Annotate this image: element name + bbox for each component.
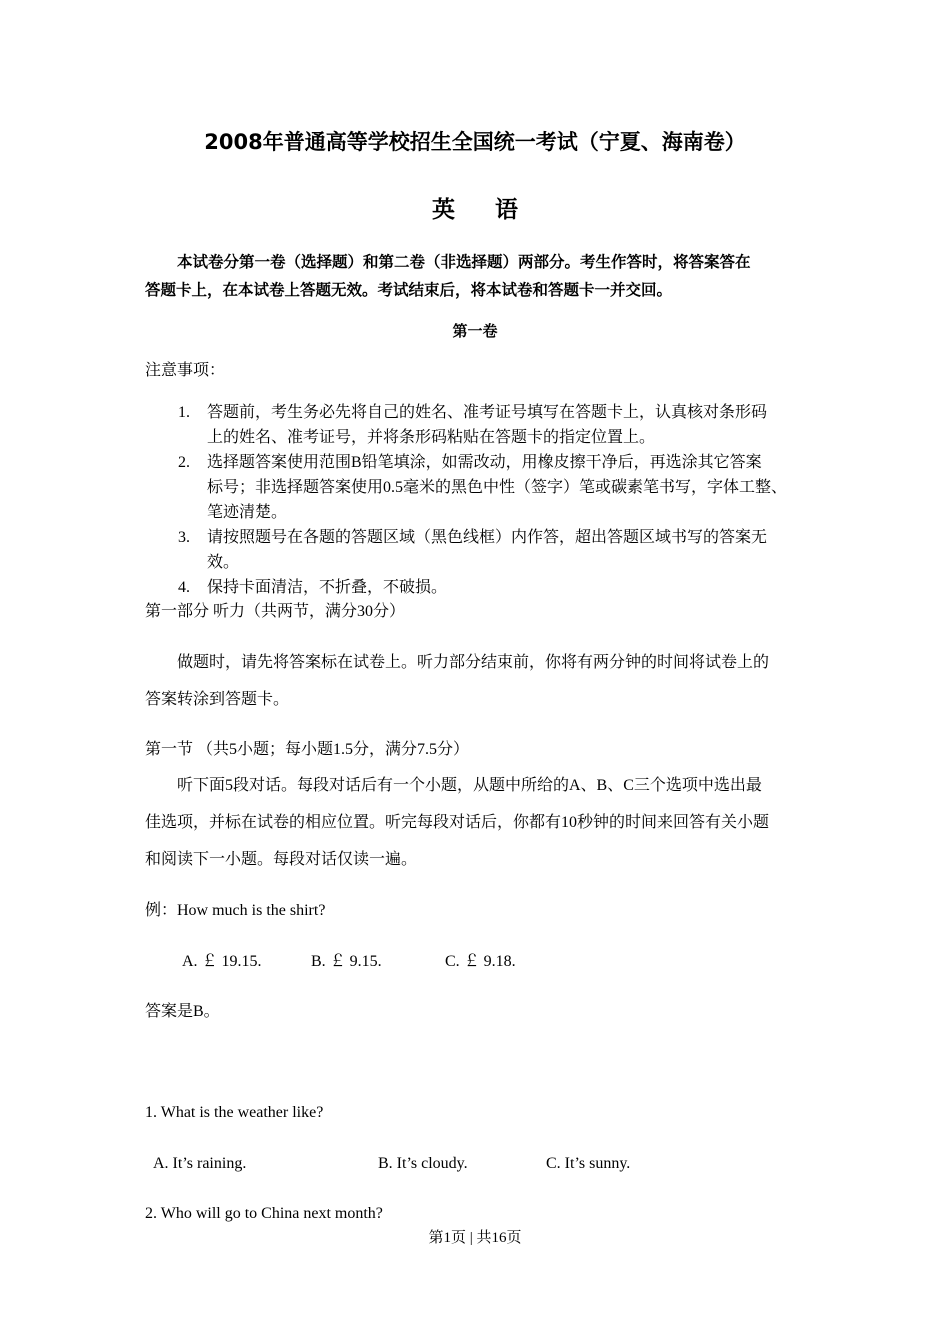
example-option-c: C. ￡ 9.18.	[445, 953, 516, 970]
question-1-option-c: C. It’s sunny.	[546, 1155, 631, 1172]
intro-line: 答题卡上，在本试卷上答题无效。考试结束后，将本试卷和答题卡一并交回。	[145, 281, 673, 299]
example-question: 例：How much is the shirt?	[145, 902, 326, 919]
note-line: 笔迹清楚。	[207, 504, 288, 521]
note-number: 4.	[178, 579, 190, 596]
note-line: 保持卡面清洁，不折叠，不破损。	[207, 579, 448, 596]
page-footer: 第1页 | 共16页	[428, 1230, 522, 1246]
example-option-b: B. ￡ 9.15.	[311, 953, 382, 970]
section1-instruction: 听下面5段对话。每段对话后有一个小题，从题中所给的A、B、C三个选项中选出最	[177, 777, 762, 794]
note-number: 2.	[178, 454, 190, 471]
document-title: 2008年普通高等学校招生全国统一考试（宁夏、海南卷）	[204, 130, 746, 154]
section1-heading: 第一节 （共5小题；每小题1.5分，满分7.5分）	[145, 741, 470, 758]
example-answer: 答案是B。	[145, 1003, 220, 1020]
section1-instruction: 和阅读下一小题。每段对话仅读一遍。	[145, 851, 418, 868]
part1-heading: 第一部分 听力（共两节，满分30分）	[145, 603, 406, 620]
note-number: 1.	[178, 404, 190, 421]
section1-instruction: 佳选项，并标在试卷的相应位置。听完每段对话后，你都有10秒钟的时间来回答有关小题	[145, 814, 770, 831]
note-line: 效。	[207, 554, 240, 571]
question-1-option-a: A. It’s raining.	[153, 1155, 247, 1172]
question-1: 1. What is the weather like?	[145, 1104, 324, 1121]
volume-title: 第一卷	[452, 322, 498, 340]
intro-line: 本试卷分第一卷（选择题）和第二卷（非选择题）两部分。考生作答时，将答案答在	[177, 253, 751, 271]
note-line: 请按照题号在各题的答题区域（黑色线框）内作答，超出答题区域书写的答案无	[207, 529, 768, 546]
note-line: 上的姓名、准考证号，并将条形码粘贴在答题卡的指定位置上。	[207, 429, 656, 446]
note-line: 标号；非选择题答案使用0.5毫米的黑色中性（签字）笔或碳素笔书写，字体工整、	[207, 479, 788, 496]
subject-title: 英语	[432, 197, 558, 223]
question-1-option-b: B. It’s cloudy.	[378, 1155, 468, 1172]
note-line: 选择题答案使用范围B铅笔填涂，如需改动，用橡皮擦干净后，再选涂其它答案	[207, 454, 762, 471]
notes-heading: 注意事项：	[145, 362, 226, 379]
part1-instruction: 答案转涂到答题卡。	[145, 691, 290, 708]
note-number: 3.	[178, 529, 190, 546]
part1-instruction: 做题时，请先将答案标在试卷上。听力部分结束前，你将有两分钟的时间将试卷上的	[177, 654, 770, 671]
example-option-a: A. ￡ 19.15.	[182, 953, 262, 970]
note-line: 答题前，考生务必先将自己的姓名、准考证号填写在答题卡上，认真核对条形码	[207, 404, 768, 421]
question-2: 2. Who will go to China next month?	[145, 1205, 383, 1222]
